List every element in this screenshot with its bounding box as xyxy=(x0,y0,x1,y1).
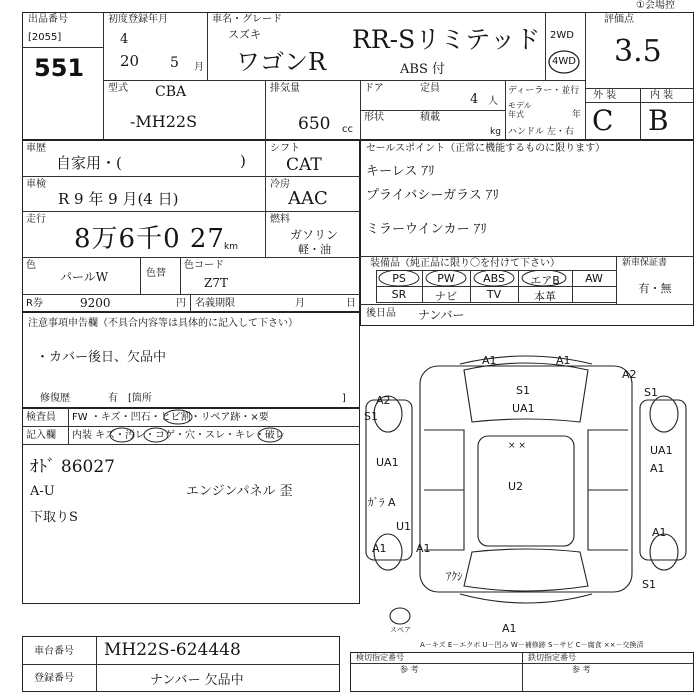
divider xyxy=(140,257,141,294)
svg-text:UA1: UA1 xyxy=(650,444,673,457)
recycle-label: R券 xyxy=(26,298,43,309)
divider xyxy=(22,444,360,445)
divider xyxy=(22,257,360,258)
ref-label-2: 参 考 xyxy=(400,665,419,674)
door-label: ドア xyxy=(364,83,384,94)
inspector-row-2: 内装 キズ・汚レ・コゲ・穴・スレ・キレ・破レ xyxy=(72,430,285,441)
svg-text:S1: S1 xyxy=(642,578,656,591)
lot-number: 551 xyxy=(34,54,85,82)
sales-label: セールスポイント（正常に機能するものに限ります） xyxy=(366,143,606,154)
color-label: 色 xyxy=(26,260,36,271)
maker: スズキ xyxy=(228,28,261,41)
ac-label: 冷房 xyxy=(270,179,290,190)
reg-month-unit: 月 xyxy=(194,62,204,73)
divider xyxy=(22,294,360,295)
inspector-remark: エンジンパネル 歪 xyxy=(186,484,293,499)
color-code: Z7T xyxy=(204,276,228,290)
term-label: 名義期限 xyxy=(195,298,235,309)
year-unit: 年 xyxy=(572,110,582,120)
divider xyxy=(585,12,586,140)
reg-month: 5 xyxy=(170,55,179,71)
svg-text:A1: A1 xyxy=(652,526,667,539)
equip-tv: TV xyxy=(486,288,502,301)
inspection-value: R 9 年 9 月(4 日) xyxy=(58,190,179,208)
divider xyxy=(505,80,506,140)
name-label: 車名・グレード xyxy=(212,14,282,25)
svg-text:ｱｸｼ: ｱｸｼ xyxy=(446,570,463,583)
svg-text:A1: A1 xyxy=(372,542,387,555)
divider xyxy=(376,302,616,303)
svg-text:× ×: × × xyxy=(508,441,526,451)
mileage-value: 8万6千0 27 xyxy=(74,224,225,254)
divider xyxy=(360,256,694,257)
mileage-label: 走行 xyxy=(26,214,46,225)
svg-text:S1: S1 xyxy=(516,384,530,397)
aftermarket-value: ナンバー xyxy=(418,308,465,322)
reg-era-year: 4 xyxy=(120,32,129,47)
load-label: 積載 xyxy=(420,112,440,123)
type-prefix: CBA xyxy=(155,84,187,100)
car-diagram xyxy=(360,330,694,635)
divider xyxy=(190,294,191,312)
displacement: 650 xyxy=(298,114,331,134)
lot-label: 出品番号 xyxy=(28,14,68,25)
shift-value: CAT xyxy=(286,155,322,175)
svg-text:A1: A1 xyxy=(650,462,665,475)
recycle-value: 9200 xyxy=(80,296,111,310)
equip-aw: AW xyxy=(585,272,603,285)
fuel-alt: 軽・油 xyxy=(298,243,331,256)
score: 3.5 xyxy=(614,34,662,69)
equip-circles xyxy=(376,270,616,302)
term-day: 日 xyxy=(346,298,356,309)
score-label: 評価点 xyxy=(604,14,634,25)
svg-text:U1: U1 xyxy=(396,520,412,533)
divider xyxy=(585,102,694,103)
repair-bracket: [箇所 xyxy=(128,393,152,404)
divider xyxy=(22,211,360,212)
equipment-label: 装備品（純正品に限り〇を付けて下さい） xyxy=(370,258,560,269)
drive-4wd: 4WD xyxy=(552,56,576,67)
sales-item-1: キーレス ｱﾘ xyxy=(366,164,435,179)
divider xyxy=(265,80,266,140)
svg-text:S1: S1 xyxy=(364,410,378,423)
displacement-unit: cc xyxy=(342,124,353,135)
color-change-label: 色替 xyxy=(146,268,166,279)
sales-item-3: ミラーウインカー ｱﾘ xyxy=(366,222,487,237)
notes-label: 注意事項申告欄（不具合内容等は具体的に記入して下さい） xyxy=(28,318,298,329)
recycle-yen: 円 xyxy=(176,298,186,309)
divider xyxy=(585,88,694,89)
divider xyxy=(22,176,360,177)
history-label: 車歴 xyxy=(26,143,46,154)
term-month: 月 xyxy=(295,298,305,309)
inspector-row-1: FW ・キズ・凹石・ヒビ割・リペア跡・×要 xyxy=(72,412,269,423)
diagram-legend: A－キズ E－エクボ U－凹み W－補修跡 S－サビ C－腐食 ××－交換済 xyxy=(420,641,644,649)
fuel-label: 燃料 xyxy=(270,214,290,225)
repair-label: 修復歴 xyxy=(40,393,70,404)
drive-2wd: 2WD xyxy=(550,30,574,41)
divider xyxy=(180,257,181,294)
repair-value: 有 xyxy=(108,393,118,404)
equip-pw: PW xyxy=(437,272,455,285)
divider xyxy=(265,140,266,257)
history-value: 自家用・( xyxy=(56,154,122,172)
inspector-circles xyxy=(100,408,310,444)
svg-text:ｶﾞﾗ A: ｶﾞﾗ A xyxy=(368,496,396,509)
chassis-label: 車台番号 xyxy=(34,646,74,657)
load-unit: kg xyxy=(490,127,501,137)
spare-label: スペア xyxy=(390,626,411,634)
svg-text:A1: A1 xyxy=(502,622,517,635)
aftermarket-label: 後日品 xyxy=(366,308,396,319)
dealer-label: ディーラー・並行 xyxy=(508,86,580,96)
divider xyxy=(103,12,104,140)
grade: RR-Sリミテッド xyxy=(352,25,541,54)
ac-value: AAC xyxy=(288,188,328,209)
svg-text:UA1: UA1 xyxy=(512,402,535,415)
divider xyxy=(103,80,585,81)
type-code: -MH22S xyxy=(130,112,198,131)
inspector-label-1: 検査員 xyxy=(26,412,56,423)
ref-label-3: 鉄切指定番号 xyxy=(528,653,576,662)
inspector-line-2: A-U xyxy=(30,484,55,499)
warranty-value: 有・無 xyxy=(638,282,672,295)
divider xyxy=(22,664,340,665)
history-close: ) xyxy=(240,152,246,170)
svg-text:A2: A2 xyxy=(376,394,391,407)
inspector-line-3: 下取りS xyxy=(30,510,78,525)
equip-abs: ABS xyxy=(483,272,505,285)
notes-entry: ・カバー後日、欠品中 xyxy=(36,350,167,365)
handle-label: ハンドル 左・右 xyxy=(508,127,574,137)
color-value: パールW xyxy=(60,270,109,284)
mileage-unit: km xyxy=(224,242,238,252)
interior-grade: B xyxy=(648,104,669,137)
model-year-label: モデル年式 xyxy=(508,101,532,119)
fuel-value: ガソリン xyxy=(290,228,339,242)
divider xyxy=(640,88,641,140)
equip-sr: SR xyxy=(391,288,407,301)
svg-text:A1: A1 xyxy=(482,354,497,367)
divider xyxy=(360,110,505,111)
svg-text:A1: A1 xyxy=(416,542,431,555)
interior-label: 内 装 xyxy=(650,90,674,101)
capacity-unit: 人 xyxy=(488,96,498,107)
divider xyxy=(207,12,208,80)
capacity: 4 xyxy=(470,92,479,107)
exterior-grade: C xyxy=(592,104,614,137)
shift-label: シフト xyxy=(270,143,300,154)
svg-text:A1: A1 xyxy=(556,354,571,367)
repair-close: ] xyxy=(342,393,346,404)
svg-text:S1: S1 xyxy=(644,386,658,399)
drive-circle xyxy=(545,48,585,76)
svg-text:U2: U2 xyxy=(508,480,524,493)
grade-extra: ABS 付 xyxy=(400,62,445,77)
equip-leather: 本革 xyxy=(534,290,556,303)
color-code-label: 色コード xyxy=(184,260,224,271)
warranty-label: 新車保証書 xyxy=(622,258,668,268)
capacity-label: 定員 xyxy=(420,83,440,94)
svg-text:A2: A2 xyxy=(622,368,637,381)
venue-header: ①会場控 xyxy=(636,0,675,11)
displacement-label: 排気量 xyxy=(270,83,300,94)
exterior-label: 外 装 xyxy=(593,90,617,101)
model-name: ワゴンR xyxy=(236,48,327,76)
divider xyxy=(522,652,523,692)
type-label: 型式 xyxy=(108,83,128,94)
equip-airbag: エアB xyxy=(530,274,560,287)
inspector-line-1: ｵﾄﾞ 86027 xyxy=(30,457,115,477)
ref-label-4: 参 考 xyxy=(572,665,591,674)
shape-label: 形状 xyxy=(364,112,384,123)
inspector-label-2: 記入欄 xyxy=(26,430,56,441)
equip-ps: PS xyxy=(392,272,406,285)
equip-navi: ナビ xyxy=(435,290,457,303)
divider xyxy=(22,47,103,48)
sales-item-2: プライバシーガラス ｱﾘ xyxy=(366,188,499,203)
reg-label: 登録番号 xyxy=(34,673,74,684)
lot-sub: [2055] xyxy=(28,32,62,43)
reg-year: 20 xyxy=(120,52,140,70)
divider xyxy=(360,304,694,305)
reg-value: ナンバー 欠品中 xyxy=(150,673,244,688)
svg-text:UA1: UA1 xyxy=(376,456,399,469)
chassis-value: MH22S-624448 xyxy=(104,640,241,660)
first-reg-label: 初度登録年月 xyxy=(108,14,168,25)
inspection-label: 車検 xyxy=(26,179,46,190)
ref-label-1: 検切指定番号 xyxy=(356,653,404,662)
